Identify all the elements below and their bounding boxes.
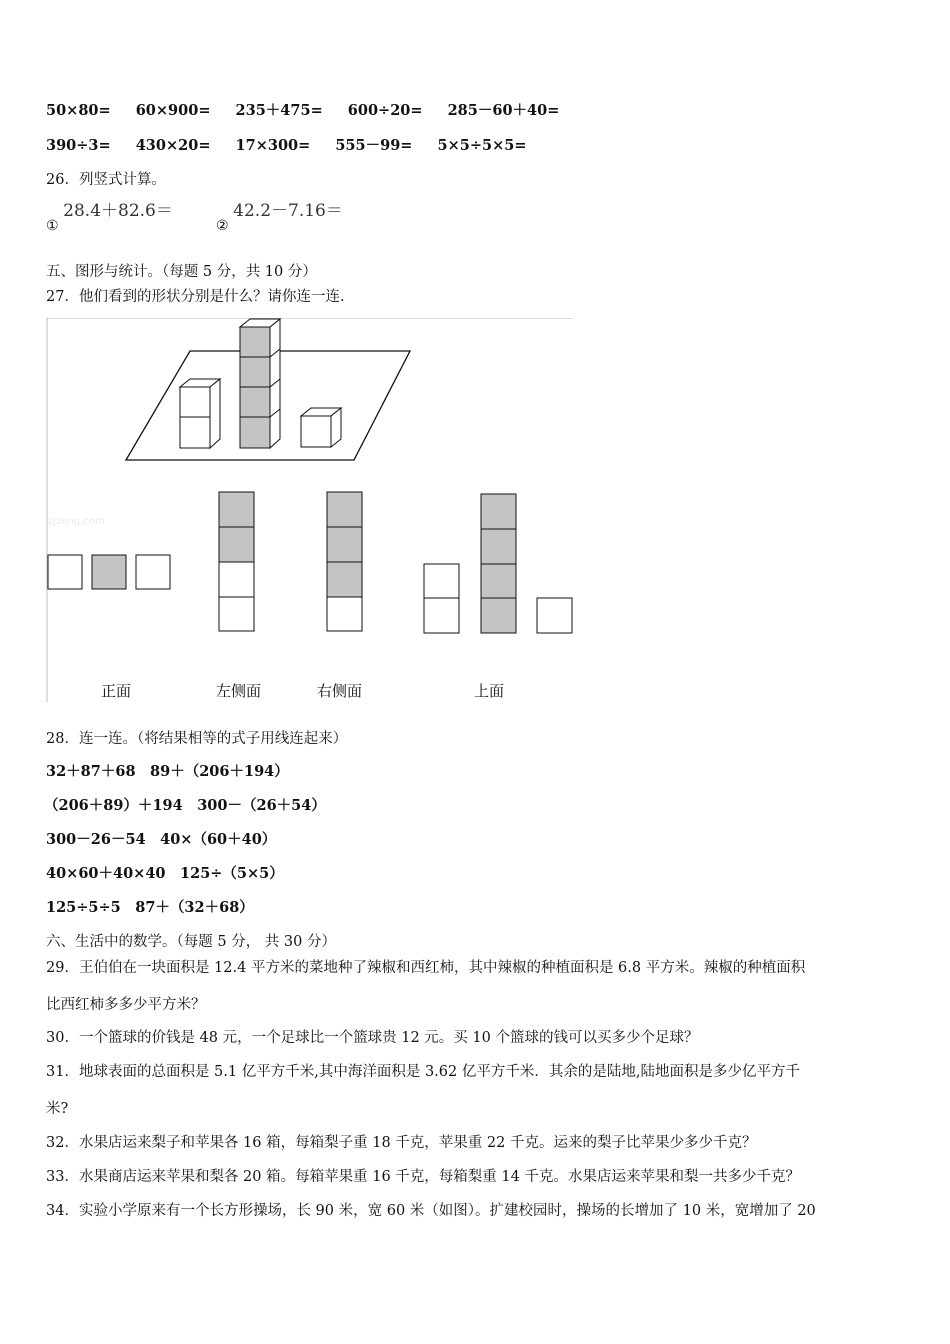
view-option-left — [219, 492, 254, 631]
q29-line-2: 比西红柿多多少平方米？ — [46, 997, 206, 1013]
cube-stack-left — [180, 379, 220, 448]
view-option-right — [327, 492, 362, 631]
section-5-heading: 五、图形与统计。（每题 5 分，共 10 分） — [46, 264, 317, 280]
vertical-calc-expression: 42.2－7.16＝ — [233, 201, 343, 221]
q31-line-2: 米? — [46, 1101, 69, 1117]
views-figure — [46, 318, 576, 702]
q29-line-1: 29．王伯伯在一块面积是 12.4 平方米的菜地种了辣椒和西红柿，其中辣椒的种植面积是 6.8 平方米。辣椒的种植面积 — [46, 960, 806, 976]
q28-row: 125÷5÷5 87＋（32＋68） — [46, 899, 254, 916]
q28-row: 40×60＋40×40 125÷（5×5） — [46, 865, 284, 882]
calc-item: 235＋475= — [235, 102, 323, 119]
item-marker: ② — [216, 218, 229, 234]
view-option-front — [48, 555, 170, 589]
q28-row: 32＋87＋68 89＋（206＋194） — [46, 763, 289, 780]
item-marker: ① — [46, 218, 59, 234]
vertical-calc-expression: 28.4＋82.6＝ — [63, 201, 173, 221]
q28-row: 300－26－54 40×（60＋40） — [46, 831, 277, 848]
views-diagram — [46, 318, 576, 702]
q33: 33．水果商店运来苹果和梨各 20 箱。每箱苹果重 16 千克，每箱梨重 14 千克。水果店运来苹果和梨一共多少千克？ — [46, 1169, 800, 1185]
calc-item: 285－60＋40= — [447, 102, 560, 119]
q30: 30．一个篮球的价钱是 48 元，一个足球比一个篮球贵 12 元。买 10 个篮球的钱可以买多少个足球？ — [46, 1030, 699, 1046]
q27-title: 27．他们看到的形状分别是什么？请你连一连. — [46, 289, 345, 305]
cube-stack-middle — [240, 319, 280, 448]
calc-item: 60×900= — [135, 102, 211, 119]
section-6-heading: 六、生活中的数学。（每题 5 分， 共 30 分） — [46, 934, 336, 950]
calc-item: 390÷3= — [46, 137, 111, 154]
q31-line-1: 31．地球表面的总面积是 5.1 亿平方千米,其中海洋面积是 3.62 亿平方千米．其余的是陆地,陆地面积是多少亿平方千 — [46, 1064, 800, 1080]
label-right-side: 右侧面 — [317, 682, 363, 700]
label-top: 上面 — [474, 682, 505, 700]
q26-item-2 — [216, 201, 343, 234]
label-left-side: 左侧面 — [216, 682, 262, 700]
calc-row-2 — [46, 136, 546, 156]
calc-item: 555－99= — [335, 137, 413, 154]
q26-title: 26．列竖式计算。 — [46, 172, 166, 188]
label-front: 正面 — [101, 682, 132, 700]
calc-item: 5×5÷5×5= — [437, 137, 527, 154]
calc-item: 50×80= — [46, 102, 111, 119]
calc-item: 17×300= — [235, 137, 311, 154]
calc-row-1 — [46, 101, 579, 121]
calc-item: 600÷20= — [347, 102, 423, 119]
q28-row: （206＋89）＋194 300－（26＋54） — [44, 797, 326, 814]
watermark: zjzeng.com — [48, 516, 105, 527]
view-option-top — [424, 494, 572, 633]
q28-title: 28．连一连。（将结果相等的式子用线连起来） — [46, 731, 348, 747]
q26-item-1 — [46, 201, 173, 234]
q32: 32．水果店运来梨子和苹果各 16 箱，每箱梨子重 18 千克，苹果重 22 千克。运来的梨子比苹果少多少千克？ — [46, 1135, 757, 1151]
calc-item: 430×20= — [135, 137, 211, 154]
cube-single-right — [301, 408, 341, 447]
q34: 34．实验小学原来有一个长方形操场，长 90 米，宽 60 米（如图）。扩建校园时，操场的长增加了 10 米，宽增加了 20 — [46, 1203, 816, 1219]
